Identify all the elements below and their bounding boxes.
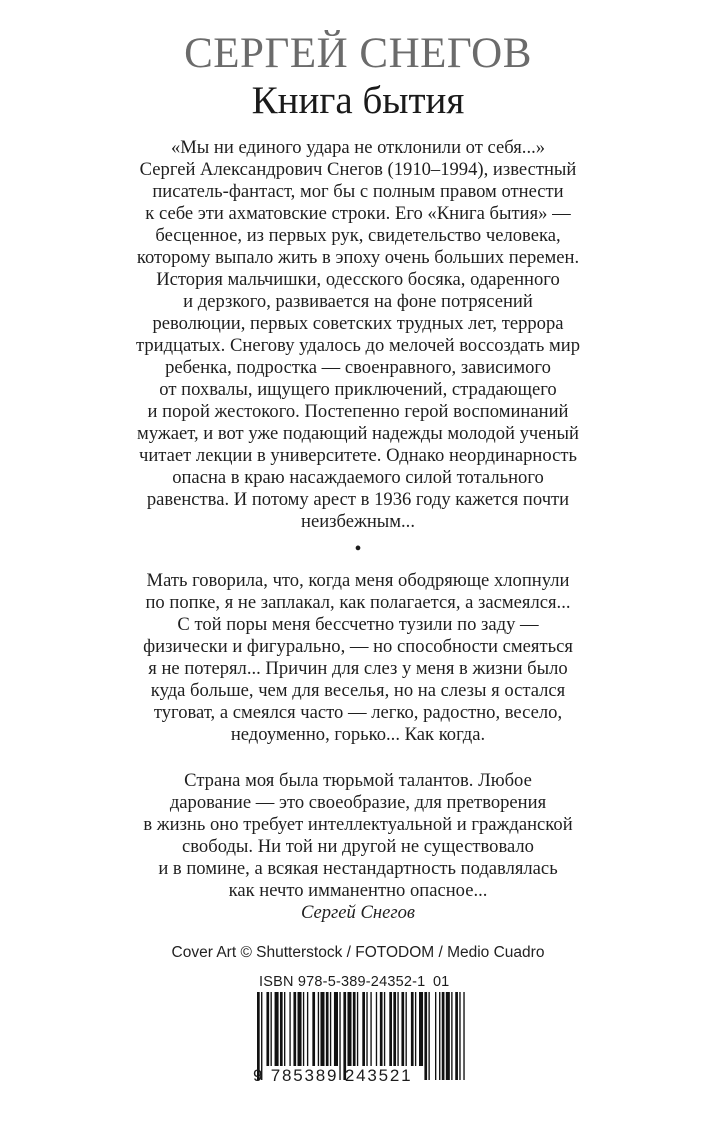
barcode-bar — [289, 992, 290, 1066]
barcode-bar — [366, 992, 367, 1066]
barcode-bar — [271, 992, 272, 1066]
barcode-bar — [401, 992, 404, 1066]
annotation-line: ребенка, подростка — своенравного, зависимого — [165, 357, 551, 378]
barcode-bar — [357, 992, 358, 1066]
quote-line: в жизнь оно требует интеллектуальной и гражданской — [143, 814, 573, 835]
annotation-line: которому выпало жить в эпоху очень больших перемен. — [136, 247, 580, 268]
barcode-addon-bar — [442, 992, 445, 1080]
quote-paragraph-1 — [78, 570, 638, 746]
quote-line: дарование — это своеобразие, для претворения — [169, 792, 547, 813]
barcode-bar — [389, 992, 392, 1066]
isbn-barcode — [253, 972, 467, 1092]
barcode-bar — [307, 992, 308, 1066]
barcode-addon-code: 01 — [433, 974, 450, 990]
barcode-bar — [415, 992, 416, 1066]
barcode-bar — [362, 992, 365, 1066]
barcode-bar — [284, 992, 285, 1066]
annotation-line: и порой жестокого. Постепенно герой воспоминаний — [147, 401, 569, 422]
annotation-line: неизбежным... — [301, 511, 415, 532]
barcode-bar — [266, 992, 269, 1066]
barcode-bar — [419, 992, 423, 1066]
barcode-bar — [353, 992, 356, 1066]
annotation-line: читает лекции в университете. Однако неординарность — [138, 445, 577, 466]
quote-line: недоуменно, горько... Как когда. — [230, 724, 486, 745]
quote-line: как нечто имманентно опасное... — [228, 880, 488, 901]
annotation-line: писатель-фантаст, мог бы с полным правом отнести — [152, 181, 564, 202]
quote-line: туговат, а смеялся часто — легко, радостно, весело, — [153, 702, 563, 723]
annotation-line: «Мы ни единого удара не отклонили от себя...» — [170, 137, 546, 158]
ean-digits: 9 785389 243521 — [253, 1066, 413, 1085]
barcode-bar — [280, 992, 283, 1066]
barcode-addon-bar — [455, 992, 458, 1080]
barcode-addon-bar — [435, 992, 436, 1080]
quote-paragraph-2 — [78, 770, 638, 924]
annotation-line: опасна в краю насаждаемого силой тотального — [172, 467, 544, 488]
quote-line: свободы. Ни той ни другой не существовало — [182, 836, 534, 857]
annotation-paragraph — [78, 137, 638, 533]
annotation-line: революции, первых советских трудных лет, террора — [152, 313, 564, 334]
isbn-label: ISBN 978-5-389-24352-1 — [259, 974, 426, 990]
quote-line: по попке, я не заплакал, как полагается, а засмеялся... — [145, 592, 571, 613]
cover-art-credit: Cover Art © Shutterstock / FOTODOM / Medio Cuadro — [171, 944, 545, 961]
barcode-bar — [275, 992, 279, 1066]
book-title: Книга бытия — [251, 79, 465, 122]
barcode-bar — [293, 992, 296, 1066]
barcode-bar — [376, 992, 377, 1066]
barcode-bar — [397, 992, 398, 1066]
barcode-bar — [334, 992, 338, 1066]
annotation-line: бесценное, из первых рук, свидетельство человека, — [155, 225, 561, 246]
barcode-bar — [347, 992, 351, 1066]
quote-line: физически и фигурально, — но способности смеяться — [143, 636, 573, 657]
quote-line: С той поры меня бессчетно тузили по заду — — [177, 614, 539, 635]
barcode-bar — [393, 992, 396, 1066]
quote-line: я не потерял... Причин для слез у меня в жизни было — [148, 658, 568, 679]
barcode-bar — [330, 992, 331, 1066]
quote-line: Страна моя была тюрьмой талантов. Любое — [184, 770, 532, 791]
barcode-bar — [303, 992, 304, 1066]
barcode-bar — [326, 992, 329, 1066]
quote-signature: Сергей Снегов — [300, 902, 416, 923]
barcode-bar — [380, 992, 383, 1066]
annotation-line: мужает, и вот уже подающий надежды молодой ученый — [137, 423, 579, 444]
barcode-bar — [318, 992, 319, 1066]
quote-line: и в помине, а всякая нестандартность подавлялась — [158, 858, 558, 879]
section-separator: • — [354, 538, 362, 560]
annotation-line: и дерзкого, развивается на фоне потрясений — [183, 291, 533, 312]
barcode-bar — [320, 992, 324, 1066]
annotation-line: к себе эти ахматовские строки. Его «Книга бытия» — — [145, 203, 571, 224]
barcode-addon-bar — [459, 992, 460, 1080]
annotation-line: от похвалы, ищущего приключений, страдающего — [159, 379, 557, 400]
barcode-addon-bar — [463, 992, 464, 1080]
annotation-line: Сергей Александрович Снегов (1910–1994), известный — [139, 159, 577, 180]
barcode-addon-bar — [439, 992, 440, 1080]
quote-line: куда больше, чем для веселья, но на слезы я остался — [150, 680, 566, 701]
barcode-bar — [298, 992, 302, 1066]
annotation-line: равенства. И потому арест в 1936 году кажется почти — [146, 489, 570, 510]
barcode-addon-bar — [446, 992, 450, 1080]
barcode-bar — [406, 992, 407, 1066]
annotation-line: История мальчишки, одесского босяка, одаренного — [156, 269, 560, 290]
barcode-addon-bar — [451, 992, 452, 1080]
barcode-bar — [411, 992, 414, 1066]
barcode-bar — [370, 992, 371, 1066]
barcode-bar — [384, 992, 385, 1066]
barcode-bar — [312, 992, 315, 1066]
annotation-line: тридцатых. Снегову удалось до мелочей воссоздать мир — [135, 335, 580, 356]
quote-line: Мать говорила, что, когда меня ободряюще хлопнули — [146, 570, 570, 591]
author-name: СЕРГЕЙ СНЕГОВ — [184, 30, 532, 77]
